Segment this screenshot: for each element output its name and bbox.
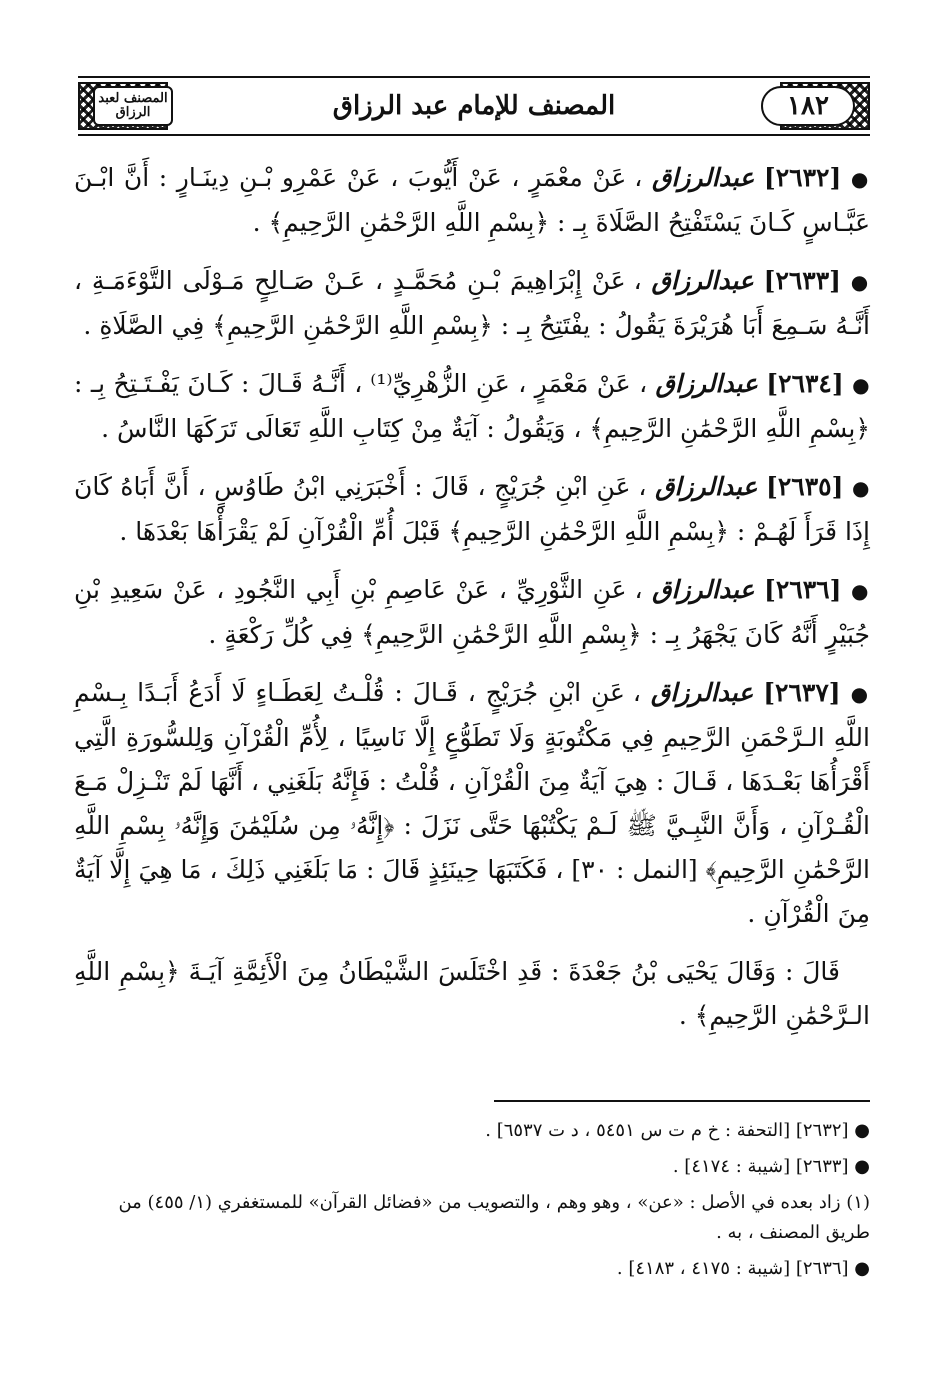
hadith-number: [٢٦٣٤] <box>766 369 844 398</box>
header-top-rule <box>78 76 870 78</box>
hadith-text: ، عَنِ ابْنِ جُرَيْجٍ ، قَالَ : أَخْبَرَنِي ابْنُ طَاوُسٍ ، أَنَّ أَبَاهُ كَانَ إِذَا قَرَأَ لَهُـمْ : ﴿بِسْمِ اللَّهِ الرَّحْمَٰنِ الرَّحِيمِ﴾ قَبْلَ أُمِّ الْقُرْآنِ لَمْ يَقْرَأْهَا بَعْدَهَا . <box>74 472 870 546</box>
narrator-name: عبدالرزاق <box>655 369 758 398</box>
bullet-icon: ● <box>850 167 870 191</box>
footnote-item: (١) زاد بعده في الأصل : «عن» ، وهو وهم ، والتصويب من «فضائل القرآن» للمستغفري (١/ ٤٥٥) من طريق المصنف ، به . <box>118 1192 870 1243</box>
hadith-number: [٢٦٣٧] <box>763 678 841 707</box>
narrator-name: عبدالرزاق <box>655 472 758 501</box>
narrator-name: عبدالرزاق <box>651 266 754 295</box>
hadith-text: ، عَنْ إِبْرَاهِيمَ بْـنِ مُحَمَّـدٍ ، عَـنْ صَـالِحٍ مَـوْلَى التَّوْءَمَـةِ ، أَنَّـهُ سَـمِعَ أَبَا هُرَيْرَةَ يَقُولُ : يفْتَتِحُ بِـ : ﴿بِسْمِ اللَّهِ الرَّحْمَٰنِ الرَّحِيمِ﴾ فِي الصَّلَاةِ . <box>74 266 870 340</box>
hadith-number: [٢٦٣٦] <box>764 575 842 604</box>
bullet-icon: ● <box>850 270 870 294</box>
hadith-paragraph <box>74 156 870 245</box>
hadith-number: [٢٦٣٣] <box>763 266 841 295</box>
hadith-text: ، عَنْ معْمَرٍ ، عَنْ أَيُّوبَ ، عَنْ عَمْرِو بْـنِ دِينَـارٍ : أَنَّ ابْـنَ عَبَّـاسٍ كَـانَ يَسْتَفْتِحُ الصَّلَاةَ بِـ : ﴿بِسْمِ اللَّهِ الرَّحْمَٰنِ الرَّحِيمِ﴾ . <box>74 163 870 237</box>
hadith-paragraph <box>74 671 870 936</box>
hadith-paragraph <box>74 259 870 348</box>
hadith-number: [٢٦٣٢] <box>763 163 842 192</box>
hadith-text: ، عَنِ ابْنِ جُرَيْجٍ ، قَـالَ : قُلْـتُ لِعَطَـاءٍ لَا أَدَعُ أَبَـدًا بِـسْمِ اللَّهِ الـرَّحْمَنِ الرَّحِيمِ فِي مَكْتُوبَةٍ وَلَا تَطَوُّعٍ إِلَّا نَاسِيًا ، لِأُمِّ الْقُرْآنِ وَلِلسُّورَةِ الَّتِي أَقْرَأُهَا بَعْـدَهَا ، قَـالَ : هِيَ آيَةٌ مِنَ الْقُرْآنِ ، قُلْتُ : فَإِنَّهُ بَلَغَنِي ، أَنَّهَا لَمْ تَنْـزِلْ مَـعَ الْقُـرْآنِ ، وَأَنَّ النَّبِـيَّ ﷺ لَـمْ يَكْتُبْهَا حَتَّى نَزَلَ : ﴿إِنَّهُۥ مِن سُلَيْمَٰنَ وَإِنَّهُۥ بِسْمِ اللَّهِ الرَّحْمَٰنِ الرَّحِيمِ﴾ [النمل : ٣٠] ، فَكَتَبَهَا حِينَئِذٍ قَالَ : مَا بَلَغَنِي ذَلِكَ ، مَا هِيَ إِلَّا آيَةٌ مِنَ الْقُرْآنِ . <box>74 678 871 928</box>
hadith-text: ، عَنِ الثَّوْرِيِّ ، عَنْ عَاصِمِ بْنِ أَبِي النَّجُودِ ، عَنْ سَعِيدِ بْنِ جُبَيْرٍ أَنَّهُ كَانَ يَجْهَرُ بِـ : ﴿بِسْمِ اللَّهِ الرَّحْمَٰنِ الرَّحِيمِ﴾ فِي كُلِّ رَكْعَةٍ . <box>74 575 870 649</box>
footnote-item: ● [٢٦٣٦] [شيبة : ٤١٧٥ ، ٤١٨٣] . <box>616 1258 870 1279</box>
page-number: ١٨٢ <box>761 86 855 126</box>
closing-paragraph: قَالَ : وَقَالَ يَحْيَى بْنُ جَعْدَةَ : قَدِ اخْتَلَسَ الشَّيْطَانُ مِنَ الْأَئِمَّةِ آيَـةَ ﴿بِسْمِ اللَّهِ الـرَّحْمَٰنِ الرَّحِيمِ﴾ . <box>74 957 870 1030</box>
footnote-item: ● [٢٦٣٢] [التحفة : خ م ت س ٥٤٥١ ، د ت ٦٥٣٧] . <box>485 1120 870 1141</box>
bullet-icon: ● <box>851 476 871 500</box>
footnote-item: ● [٢٦٣٣] [شيبة : ٤١٧٤] . <box>672 1156 870 1177</box>
footnotes <box>74 1116 870 1290</box>
hadith-paragraph <box>74 568 870 657</box>
hadith-text: ، عَنْ مَعْمَرٍ ، عَنِ الزُّهْرِيِّ⁽¹⁾ ، أَنَّـهُ قَـالَ : كَـانَ يَفْـتَـتِحُ بِـ : ﴿بِسْمِ اللَّهِ الرَّحْمَٰنِ الرَّحِيمِ﴾ ، وَيَقُولُ : آيَةٌ مِنْ كِتَابِ اللَّهِ تَعَالَى تَرَكَهَا النَّاسُ . <box>74 369 870 443</box>
hadith-paragraph <box>74 465 870 554</box>
narrator-name: عبدالرزاق <box>650 678 754 707</box>
narrator-name: عبدالرزاق <box>651 163 755 192</box>
footnote-divider <box>494 1100 870 1102</box>
bullet-icon: ● <box>850 682 871 706</box>
book-logo-badge: المصنف لعبد الرزاق <box>93 86 173 126</box>
main-text <box>74 156 870 1038</box>
hadith-paragraph <box>74 362 870 451</box>
running-title: المصنف للإمام عبد الرزاق <box>332 91 616 121</box>
header-bottom-rule <box>78 134 870 136</box>
page-header <box>78 72 870 140</box>
narrator-name: عبدالرزاق <box>652 575 755 604</box>
hadith-number: [٢٦٣٥] <box>766 472 844 501</box>
bullet-icon: ● <box>850 579 870 603</box>
bullet-icon: ● <box>852 373 870 397</box>
